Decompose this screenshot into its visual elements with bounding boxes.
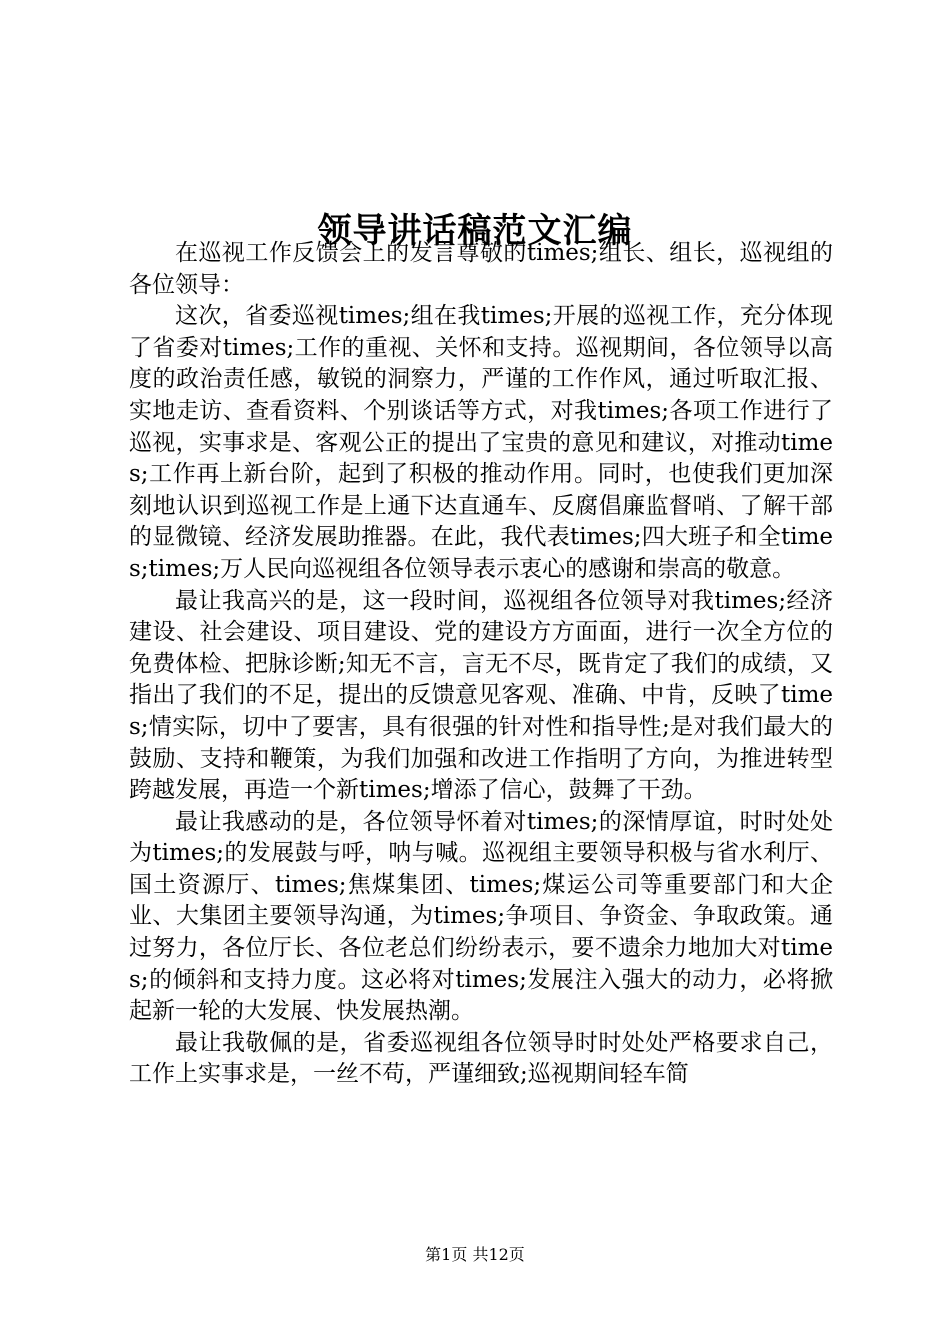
- paragraph: 最让我高兴的是，这一段时间，巡视组各位领导对我times;经济建设、社会建设、项目建设、党的建设方方面面，进行一次全方位的免费体检、把脉诊断;知无不言，言无不尽，既肯定了我们的成绩，又指出了我们的不足，提出的反馈意见客观、准确、中肯，反映了times;情实际，切中了要害，具有很强的针对性和指导性;是对我们最大的鼓励、支持和鞭策，为我们加强和改进工作指明了方向，为推进转型跨越发展，再造一个新times;增添了信心，鼓舞了干劲。: [129, 587, 833, 804]
- paragraph: 在巡视工作反馈会上的发言尊敬的times;组长、组长，巡视组的各位领导：: [129, 240, 833, 298]
- page-number-footer: 第1页 共12页: [425, 1245, 525, 1264]
- document-body: [129, 238, 833, 1091]
- document-title: 领导讲话稿范文汇编: [317, 210, 633, 251]
- paragraph: 最让我感动的是，各位领导怀着对times;的深情厚谊，时时处处为times;的发展鼓与呼，呐与喊。巡视组主要领导积极与省水利厅、国土资源厅、times;焦煤集团、times;煤运公司等重要部门和大企业、大集团主要领导沟通，为times;争项目、争资金、争取政策。通过努力，各位厅长、各位老总们纷纷表示，要不遗余力地加大对times;的倾斜和支持力度。这必将对times;发展注入强大的动力，必将掀起新一轮的大发展、快发展热潮。: [129, 808, 833, 1025]
- paragraph: 最让我敬佩的是，省委巡视组各位领导时时处处严格要求自己，工作上实事求是，一丝不苟，严谨细致;巡视期间轻车简: [129, 1029, 833, 1088]
- paragraph: 这次，省委巡视times;组在我times;开展的巡视工作，充分体现了省委对times;工作的重视、关怀和支持。巡视期间，各位领导以高度的政治责任感，敏锐的洞察力，严谨的工作作风，通过听取汇报、实地走访、查看资料、个别谈话等方式，对我times;各项工作进行了巡视，实事求是、客观公正的提出了宝贵的意见和建议，对推动times;工作再上新台阶，起到了积极的推动作用。同时，也使我们更加深刻地认识到巡视工作是上通下达直通车、反腐倡廉监督哨、了解干部的显微镜、经济发展助推器。在此，我代表times;四大班子和全times;times;万人民向巡视组各位领导表示衷心的感谢和崇高的敬意。: [129, 303, 833, 582]
